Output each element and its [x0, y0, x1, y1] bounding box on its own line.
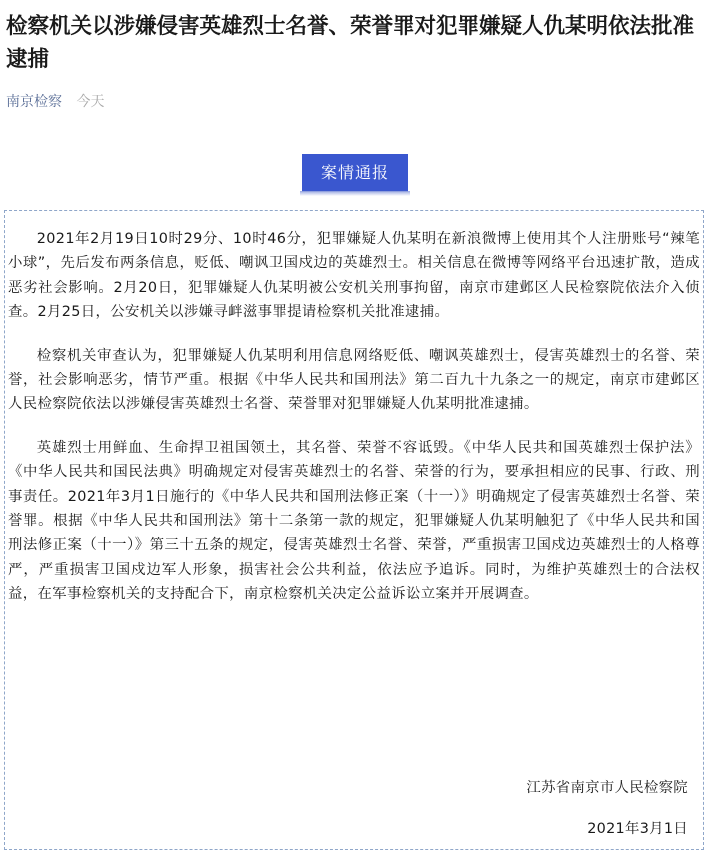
issuer-signature: 江苏省南京市人民检察院 [526, 780, 688, 796]
section-badge: 案情通报 [302, 154, 408, 192]
notice-body [8, 227, 700, 626]
badge-shadow [300, 191, 410, 196]
notice-paragraph: 2021年2月19日10时29分、10时46分，犯罪嫌疑人仇某明在新浪微博上使用其个人注册账号“辣笔小球”，先后发布两条信息，贬低、嘲讽卫国戍边的英雄烈士。相关信息在微博等网络平台迅速扩散，造成恶劣社会影响。2月20日，犯罪嫌疑人仇某明被公安机关刑事拘留，南京市建邺区人民检察院依法介入侦查。2月25日，公安机关以涉嫌寻衅滋事罪提请检察机关批准逮捕。 [8, 231, 700, 321]
publish-date: 今天 [76, 94, 105, 110]
article-title: 检察机关以涉嫌侵害英雄烈士名誉、荣誉罪对犯罪嫌疑人仇某明依法批准逮捕 [6, 14, 695, 72]
article-meta [6, 92, 104, 112]
notice-paragraph: 英雄烈士用鲜血、生命捍卫祖国领土，其名誉、荣誉不容诋毁。《中华人民共和国英雄烈士保护法》《中华人民共和国民法典》明确规定对侵害英雄烈士的名誉、荣誉的行为，要承担相应的民事、行政、刑事责任。2021年3月1日施行的《中华人民共和国刑法修正案（十一）》明确规定了侵害英雄烈士名誉、荣誉罪。根据《中华人民共和国刑法》第十二条第一款的规定，犯罪嫌疑人仇某明触犯了《中华人民共和国刑法修正案（十一）》第三十五条的规定，侵害英雄烈士名誉、荣誉，严重损害卫国戍边英雄烈士的人格尊严，严重损害卫国戍边军人形象，损害社会公共利益，依法应予追诉。同时，为维护英雄烈士的合法权益，在军事检察机关的支持配合下，南京检察机关决定公益诉讼立案并开展调查。 [8, 439, 700, 603]
notice-paragraph: 检察机关审查认为，犯罪嫌疑人仇某明利用信息网络贬低、嘲讽英雄烈士，侵害英雄烈士的名誉、荣誉，社会影响恶劣，情节严重。根据《中华人民共和国刑法》第二百九十九条之一的规定，南京市建邺区人民检察院依法以涉嫌侵害英雄烈士名誉、荣誉罪对犯罪嫌疑人仇某明批准逮捕。 [8, 347, 700, 413]
account-name-link[interactable]: 南京检察 [6, 94, 62, 110]
issue-date: 2021年3月1日 [587, 821, 688, 837]
